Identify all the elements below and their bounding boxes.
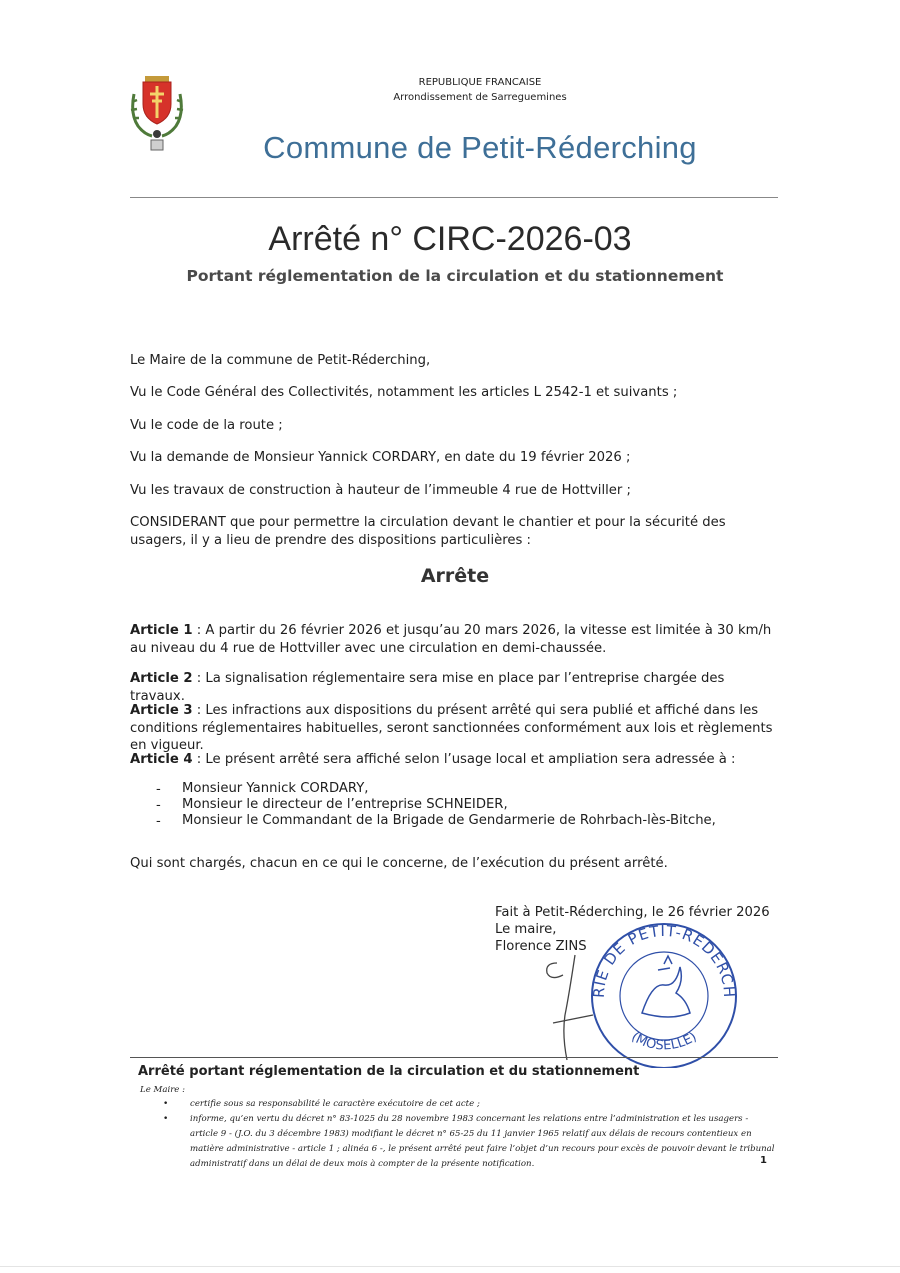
article-label: Article 3 bbox=[130, 703, 193, 718]
article-label: Article 2 bbox=[130, 671, 193, 686]
considerant-paragraph: CONSIDERANT que pour permettre la circulation devant le chantier et pour la sécurité des usagers, il y a lieu de prendre des dispositions particulières : bbox=[130, 515, 726, 548]
arrete-heading: Arrête bbox=[420, 565, 490, 587]
footer-bullet: • bbox=[163, 1099, 169, 1109]
preamble-line: Vu la demande de Monsieur Yannick CORDARY, en date du 19 février 2026 ; bbox=[130, 450, 631, 465]
preamble-line: Le Maire de la commune de Petit-Réderching, bbox=[130, 353, 431, 368]
footer-intro: Le Maire : bbox=[140, 1085, 186, 1095]
list-dash: - bbox=[156, 798, 161, 813]
article-1 bbox=[130, 622, 780, 657]
article-label: Article 1 bbox=[130, 623, 193, 638]
footer-bullet-text: informe, qu’en vertu du décret n° 83-1025 du 28 novembre 1983 concernant les relations entre l’administration et les usagers - article 9 - (J.O. du 3 décembre 1983) modifiant le décret n° 65-25 du 11 janvier 1965 relatif aux délais de recours contentieux en matière administrative - article 1 ; alinéa 6 -, le présent arrêté peut faire l’objet d’un recours pour excès de pouvoir devant le tribunal administratif dans un délai de deux mois à compter de la présente notification. bbox=[190, 1114, 775, 1169]
article-text: : A partir du 26 février 2026 et jusqu’au 20 mars 2026, la vitesse est limitée à 30 km/h au niveau du 4 rue de Hottviller avec une circulation en demi-chaussée. bbox=[130, 623, 772, 656]
footer-divider bbox=[130, 1057, 778, 1058]
commune-name: Commune de Petit-Réderching bbox=[263, 130, 697, 165]
svg-text:MAIRIE DE PETIT-REDERCHING: RIE DE PETIT-REDERCH bbox=[589, 921, 739, 999]
article-2 bbox=[130, 670, 780, 705]
article-text: : Le présent arrêté sera affiché selon l’usage local et ampliation sera adressée à : bbox=[192, 752, 736, 767]
page-number: 1 bbox=[760, 1155, 767, 1166]
signature-name: Florence ZINS bbox=[495, 939, 587, 954]
preamble-line: Vu le Code Général des Collectivités, notamment les articles L 2542-1 et suivants ; bbox=[130, 385, 678, 400]
signature-place-date: Fait à Petit-Réderching, le 26 février 2026 bbox=[495, 905, 770, 920]
page-title: Arrêté n° CIRC-2026-03 bbox=[268, 220, 632, 258]
preamble-line: Vu les travaux de construction à hauteur de l’immeuble 4 rue de Hottviller ; bbox=[130, 483, 631, 498]
footer-title: Arrêté portant réglementation de la circulation et du stationnement bbox=[138, 1064, 640, 1079]
footer-bullet: • bbox=[163, 1114, 169, 1124]
page-subtitle: Portant réglementation de la circulation et du stationnement bbox=[186, 267, 724, 285]
header-arrondissement: Arrondissement de Sarreguemines bbox=[393, 92, 567, 103]
mairie-stamp-icon bbox=[584, 918, 744, 1068]
header-republic: REPUBLIQUE FRANCAISE bbox=[418, 77, 542, 88]
svg-text:(MOSELLE): (MOSELLE) bbox=[628, 1029, 700, 1054]
closing-line: Qui sont chargés, chacun en ce qui le concerne, de l’exécution du présent arrêté. bbox=[130, 856, 668, 871]
article-3 bbox=[130, 702, 780, 755]
list-dash: - bbox=[156, 782, 161, 797]
signature-role: Le maire, bbox=[495, 922, 557, 937]
footer-bullet-text: certifie sous sa responsabilité le caractère exécutoire de cet acte ; bbox=[190, 1099, 480, 1109]
recipient-item: Monsieur le directeur de l’entreprise SCHNEIDER, bbox=[182, 797, 508, 812]
page-edge bbox=[0, 1266, 900, 1267]
header-divider bbox=[130, 197, 778, 198]
preamble-line: Vu le code de la route ; bbox=[130, 418, 283, 433]
recipient-item: Monsieur le Commandant de la Brigade de Gendarmerie de Rohrbach-lès-Bitche, bbox=[182, 813, 716, 828]
article-text: : Les infractions aux dispositions du présent arrêté qui sera publié et affiché dans les conditions réglementaires habituelles, seront sanctionnées conformément aux lois et règlements en vigueur. bbox=[130, 703, 773, 753]
article-4 bbox=[130, 751, 780, 769]
article-text: : La signalisation réglementaire sera mise en place par l’entreprise chargée des travaux. bbox=[130, 671, 725, 704]
recipient-item: Monsieur Yannick CORDARY, bbox=[182, 781, 369, 796]
list-dash: - bbox=[156, 814, 161, 829]
article-label: Article 4 bbox=[130, 752, 193, 767]
